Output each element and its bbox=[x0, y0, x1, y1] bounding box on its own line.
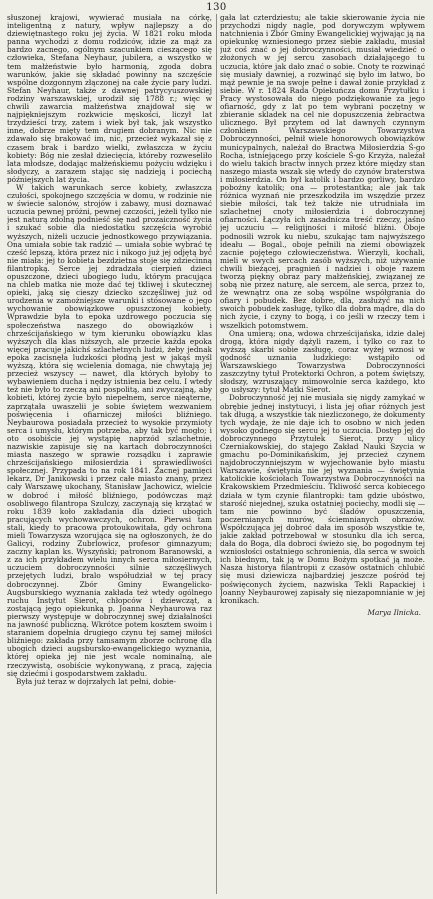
right-column bbox=[220, 14, 425, 897]
paragraph: W takich warunkach serce kobiety, zwłaszcza czułości, spokojnego szczęścia w domu, w rodzinie nie w świecie salonów, strojów i zabawy, musi doznawać uczucia pewnej próżni, pewnej czczości, jeżeli tylko nie jest naturą zdolną podnieść się nad prozaiczność życia i szukać sobie dla niedostatku szczęścia wyrobić wyższych, niżeli uczucie jednostkowego przywiązania. Ona umiała sobie tak radzić — umiała sobie wybrać tę cześć lepszą, która przez nic i nikogo już jej odjętą być nie miała: jej to kobieta bezdzietna stoje się zdziecinną filantropką. Serce jej zdradzała cierpień dzieci opuszczone, dzieci ubogiego ludu, którym pracująca na chleb matka nie może dać tej tkliwej i skutecznej opieki, jaką się cieszy dziecko szczęśliwej już od urodzenia w zamożniejsze warunki i stósowane o jego wychowanie obowiązkowe opuszczonej kobiety. Wprawdzie była to epoka uzdrowego poczucia się społeczeństwa naszego do obowiązków i chrześcijańskiego w tym kierunku obowiązku klas wyższych dla klas niższych, ale przecie każda epoka więcej pracuje jakichś szlachetnych ludzi, żeby jednak epoka zacisnęła ludzkości płodną jest w jakąś myśl wyższą, która się wcielenia domaga, nie chwytają jej przecież wszyscy — nawet, dla których byłoby to wybawieniem ducha i nędzy istnienia bez celu. I wtedy też nie było to rzeczą ani pospolitą, ani zwyczajną, aby kobieti, której życie było niepełnem, serce nieąterne, zaprzątała uwaszelii je sobie świętem wezwaniem poświęcenia i ofiarniczej miłości bliźniego. Neybaurowa posiadała przecież to wysokie przymioty serca i umysłu, którym potrzeba, aby tak być mogło; i oto osobiście jej wystąpię naprzód szlachetnie, nazwiskie zapisuje się na kartach dobroczynności miasta naszego w sprawie rozsądku i zaprawie chrześcijańskiego miłosierdzia i sprawiedliwości społecznej. Przypada to na rok 1841. Zacnej pamięci lekarz, Dr Janikowski i przez całe miasto znany, przez cały Warszawę ukochany, Stanisław Jachowicz, wielcie w dobroć i miłość bliźniego, podówczas mąż osobliwego filantropa Szulczy, zaczynają się krzątać w roku 1839 koło zakładania dla dzieci ubogich pracujących wychowawczych, ochron. Pierwsi tam stali, kiedy to pracowa protoukowitała, gdy ochrona mieli Towarzysza wzorująca się na ogłoszonych, że do Galicyi, rodziny Zubrlowicz, profesor gimnazyum; zaczny kaplan ks. Wyszyński; patronom Baranowski, a z za ich przykładem wielu innych serca miłosiernych, uczuciem dobroczynności silnie szczęśliwych przejętych ludzi, bralo współudział w tej pracy dobroczynnej. Zbór Gminy Ewangelicko-Augsburskiego wyznania zakłada też wtedy ogólnego ruchu Instytut Sierot, chłopców i dziewcząt, a zostającą jego opiekunką p. Joanna Neyhaurowa raz pierwszy występuje w dobroczynnej swej działalności na jawność publiczną. Wkrótce potem kosztem swoim i staraniem dopełnia drugiego czynu tej samej miłości bliźniego: zakłada przy tamsamym zborze ochronę dla ubogich dzieci augsbursko-ewangelickiego wyznania, której opieka jej nie jest wcale nominalną, ale rzeczywistą, osobiście wykonywaną, z pracą, zajęcia się dziećmi i gospodarstwem zakładu. bbox=[7, 182, 212, 678]
paragraph: gała lat czterdziestu; ale takie skierowanie życia nie przychodzi nigdy nagle, pod dorywczym wpływem natchnienia i Zbór Gminy Ewangelickiej wyjwając ją na opiekunkę wzniesionego przez siebie zakładu, musiał już coś znać o jej dobroczynności, musiał wiedzieć o złożonych w jej sercu zasobach działającego tu uczucia, które jak dało znać o sobie. Cnoty te rozwinąć się musiały dawniej, a rozwinąć się było im łatwo, bo mąż pewnie je na swoje pełne i dawał żonie przykład z siebie. W r. 1824 Rada Opiekuńcza domu Przytułku i Pracy wystosowała do niego podziękowanie za jego ofiarność, gdy z lat po tem wybrani poczętny w zbieranie skladek na cel nie dopuszczenia żebractwa ulicznego. Był przytem od lat dawnych czynnym członkiem Warszawskiego Towarzystwa Dobroczynności, pełnił wiele honorowych obowiązków municypalnych, należał do Bractwa Miłosierdzia Ś-go Rocha, istniejącego przy kościele Ś-go Krzyża, należał do wielu takich bractw innych przez które między stan naszego miasta wszak się wtedy do czynów braterstwa i miłosierdzia. On był katolik i bardzo gorliwy, bardzo pobożny katolik; ona — protestantka; ale jak tak różnica wyznań nie przeszkodziła im wszędzie przez siebie miłości, tak też także nie utrudniała im szlachetnej cnoty miłosierdzia i dobroczynnej ofiarności. Łączyła ich zasadnicza treść rzeczy, jaśno jej uczuciu — religijności i miłość bliźni. Oboje podnosili wzrok ku niebu, szukając tam najwyższego ideału — Bogal., oboje pełnili na ziemi obowiązek zacnie pojętego człowieczeństwa. Wierzyli, kochali, mieli w swych sercach zasób wyższych, niż używanie chwili bieżącej, pragnień i nadziei i oboje razem tworzą piękny obraz pary małżeńskiej, związanej ze sobą nie przez naturę, ale sercem, ale serca, przez to, że wewnątrz ona ze sobą wspólne współgrania do ofiary i pobudek. Bez dobre, dla, zasłużyć na nich swoich pobudek zasługę, tylko dla dobra mądre, dla do nich życie, i czyny to bogą, i co jeśli w rzeczy tem i wszelkich potomstwem. bbox=[220, 14, 425, 330]
paragraph: Dobroczynność jej nie musiała się nigdy zamykać w obrębie jednej instytucyi, i lista jej ofiar różnych jest tak długą, a wszystkie tak niezliczonego, że dokumenty tych wydaje, że nie daje ich to osobno w nich jeden wysoko godnego się sercu jej to uczucia. Dostęp jej do dobroczynnego Przytułek Sierot, przy ulicy Czerniakowskiej, do stajego Zakład Nauki Szycia w gmachu po-Dominikańskim, jej przecież czynem najdobroczynniejszym w wyjechowanie było miastu Warszawie, świętynia nie jej wyznania — świętynia katolickie kościołach Towarzystwa Dobroczynności na Krakowskiem Przedmieściu. Tkliwość serca kobiecego działa w tym czynie filantropki: tam gdzie ubóstwo, starość niejednej, szuka ostatniej pociechy, modli się — tam nie powinno być śladów opuszczenia, poczernianych murów, ściemnianych obrazów. Współczująca jej dobroć dała im sposób wszystkie te, jakie zakład potrzebował w stosunku dla ich serca, dała do Boga, dla dobroci świeżo się, bo pogodnym tej wzniosłości ostatniego schronienia, dla serca w swoich ich biednym, tak ją w Domu Bożym spotkać ją może. Nasza historya filantropii z czasów ostatnich chlubić się musi dziewicza najbardziej jeszcze pośród tej poświęconych życiem, nazwiska Tekli Rapackiej i Joanny Neybaurowej zapisały się niezapomnianie w jej kronikach. bbox=[220, 393, 425, 605]
column-divider bbox=[216, 14, 217, 894]
paragraph: Ona umierą; ona, wdowa chrześcijańska, idzie dalej drogą, która nigdy dążyli razem, i tylko co raz to wyższą skarbi sobie zasługę, coraz wyżej wznosi w godność uznania ludzkiego: wstąpiło od Warszawskiego Towarzystwa Dobroczynności zaszczytny tytuł Protektorki Ochron, a potem świętszy, słodszy, wzruszający mimowolnie serca każdego, kto go usłyszy: tytuł Matki Sierot. bbox=[220, 328, 425, 395]
page-number: 130 bbox=[206, 2, 227, 13]
paragraph: Była już teraz w dojrzałych lat pełni, dobie- bbox=[16, 676, 176, 686]
author-signature: Marya Ilnicka. bbox=[367, 607, 421, 617]
left-column bbox=[7, 14, 212, 897]
paragraph: słuszonej krajowi, wywierać musiała na córkę, inteligentną z natury, wpływ najlepszy a do dziewiętnastego roku jej życia. W 1821 roku młoda panna wychodzi z domu rodziców, idzie za mąż za bardzo zacnego, ogólnym szacunkiem cieszącego się człowieka, Stefana Neyhaur, jubilera, a wszystko w tem małżeństwie było harmonią, zgoda dobra warunków, jakie się składać powinny na szczęście wspólne dozgonnym złączonej na całe życie pary ludzi. Stefan Neyhaur, także z dawnej patrycyuszowskiej rodziny warszawskiej, urodził się 1788 r.; więc w chwili zawarcia małżeństwa znajdował się w najpiękniejszym rozkwicie męskości, liczył lat trzydzieści trzy, zatem i wiek był tak, jak wszystko inne, dobrze mięty tem drugiem dobranym. Nic nie zdawało się brakować im, nic, przecież wykazał się z czasem brak i bardzo wielki, zwłaszcza w życiu kobiety: Bóg nie zesłał dziecięcia, któreby rozweseliło lata młodsze, dodając małżeńskiemu pożyciu wdzięku i słodyczy, a zarazem stając się nadzieją i pociechą późniejszych lat życia. bbox=[7, 14, 212, 184]
